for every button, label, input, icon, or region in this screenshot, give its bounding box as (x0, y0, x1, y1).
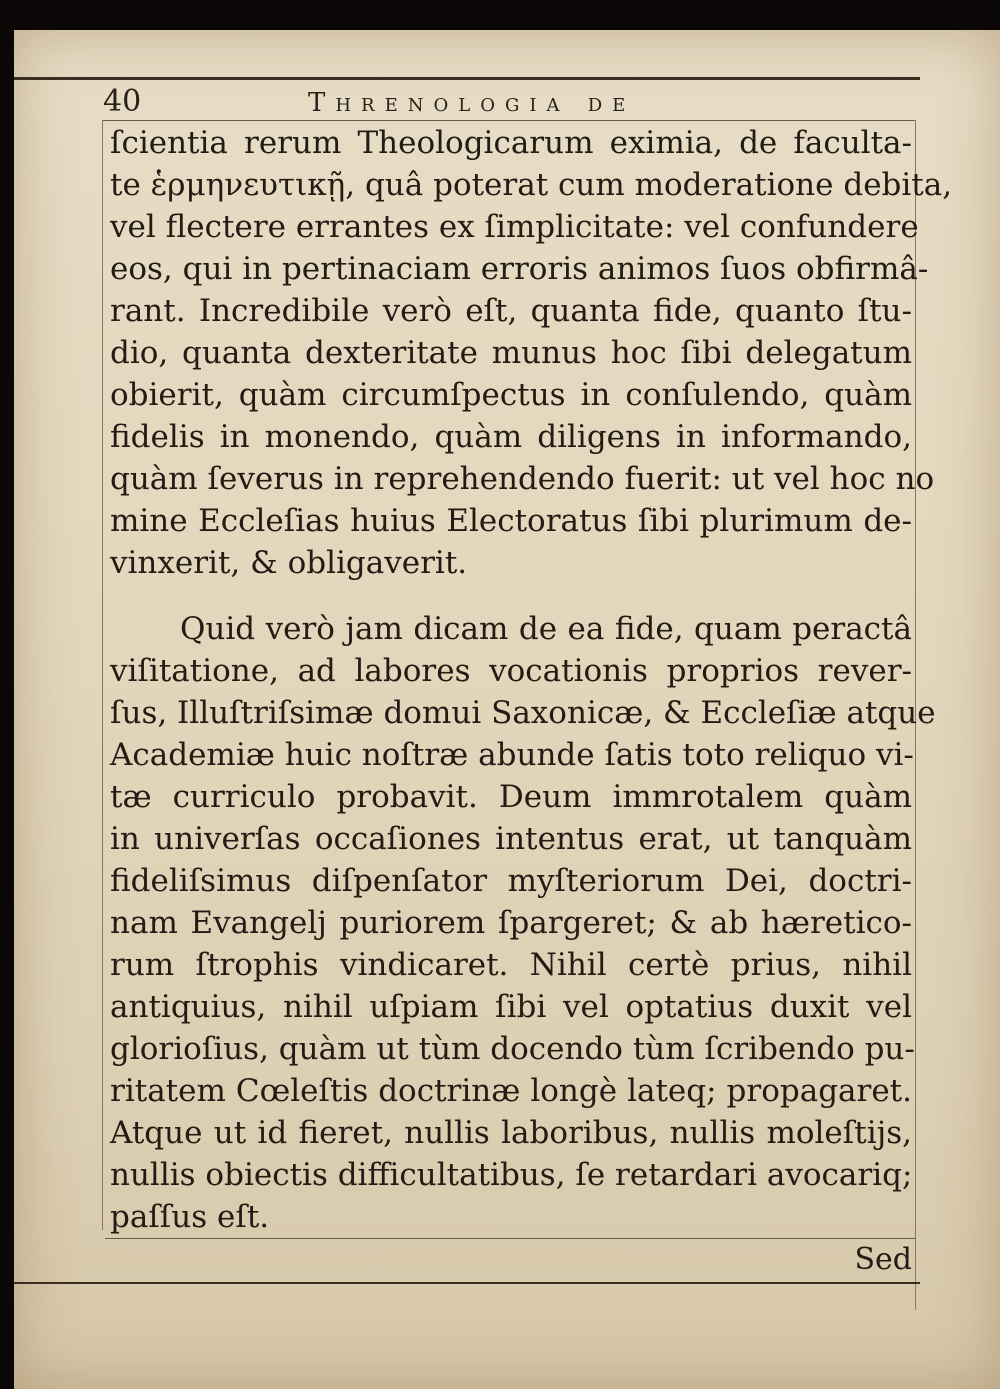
text-line: rum ſtrophis vindicaret. Nihil certè prius, nihil (110, 947, 912, 983)
page-number: 40 (103, 84, 142, 119)
text-line: viſitatione, ad labores vocationis proprios rever- (110, 653, 912, 689)
catchword: Sed (854, 1242, 912, 1277)
text-line: vinxerit, & obligaverit. (110, 545, 468, 581)
page-header (103, 80, 915, 121)
body-text (110, 122, 953, 1238)
text-line: in univerſas occaſiones intentus erat, ut tanquàm (110, 821, 912, 857)
text-line: quàm ſeverus in reprehendendo fuerit: ut vel hoc no (110, 461, 935, 497)
text-line: mine Eccleſias huius Electoratus ſibi plurimum de- (110, 503, 912, 539)
text-line: nam Evangelj puriorem ſpargeret; & ab hæretico- (110, 905, 912, 941)
text-line: rant. Incredibile verò eſt, quanta fide, quanto ſtu- (110, 293, 912, 329)
text-line: tæ curriculo probavit. Deum immrotalem quàm (110, 779, 912, 815)
text-line: fideliſsimus diſpenſator myſteriorum Dei, doctri- (110, 863, 912, 899)
text-line: Quid verò jam dicam de ea fide, quam peractâ (180, 611, 912, 647)
text-line: te ἑρμηνευτικῇ, quâ poterat cum moderatione debita, (110, 167, 953, 203)
text-line: nullis obiectis difficultatibus, ſe retardari avocariq; (110, 1157, 913, 1193)
base-rule (14, 1282, 920, 1284)
frame-left-rule (102, 120, 103, 1230)
text-line: antiquius, nihil uſpiam ſibi vel optatius duxit vel (110, 989, 912, 1025)
text-line: ſus, Illuſtriſsimæ domui Saxonicæ, & Eccleſiæ atque (110, 695, 936, 731)
text-line: vel flectere errantes ex ſimplicitate: vel confundere (110, 209, 919, 245)
text-line: dio, quanta dexteritate munus hoc ſibi delegatum (110, 335, 912, 371)
text-line: eos, qui in pertinaciam erroris animos ſuos obfirmâ- (110, 251, 929, 287)
text-line: ritatem Cœleſtis doctrinæ longè lateq; propagaret. (110, 1073, 912, 1109)
text-line: Atque ut id fieret, nullis laboribus, nullis moleſtijs, (110, 1115, 912, 1151)
paragraph-gap (110, 584, 912, 608)
text-line: Academiæ huic noſtræ abunde ſatis toto reliquo vi- (110, 737, 914, 773)
running-title: Threnologia de (308, 88, 636, 118)
text-line: fidelis in monendo, quàm diligens in informando, (110, 419, 912, 455)
text-line: ſcientia rerum Theologicarum eximia, de faculta- (110, 125, 912, 161)
text-line: obierit, quàm circumſpectus in conſulendo, quàm (110, 377, 912, 413)
text-line: glorioſius, quàm ut tùm docendo tùm ſcribendo pu- (110, 1031, 915, 1067)
bottom-rule (105, 1238, 915, 1239)
text-line: paſſus eſt. (110, 1199, 270, 1235)
